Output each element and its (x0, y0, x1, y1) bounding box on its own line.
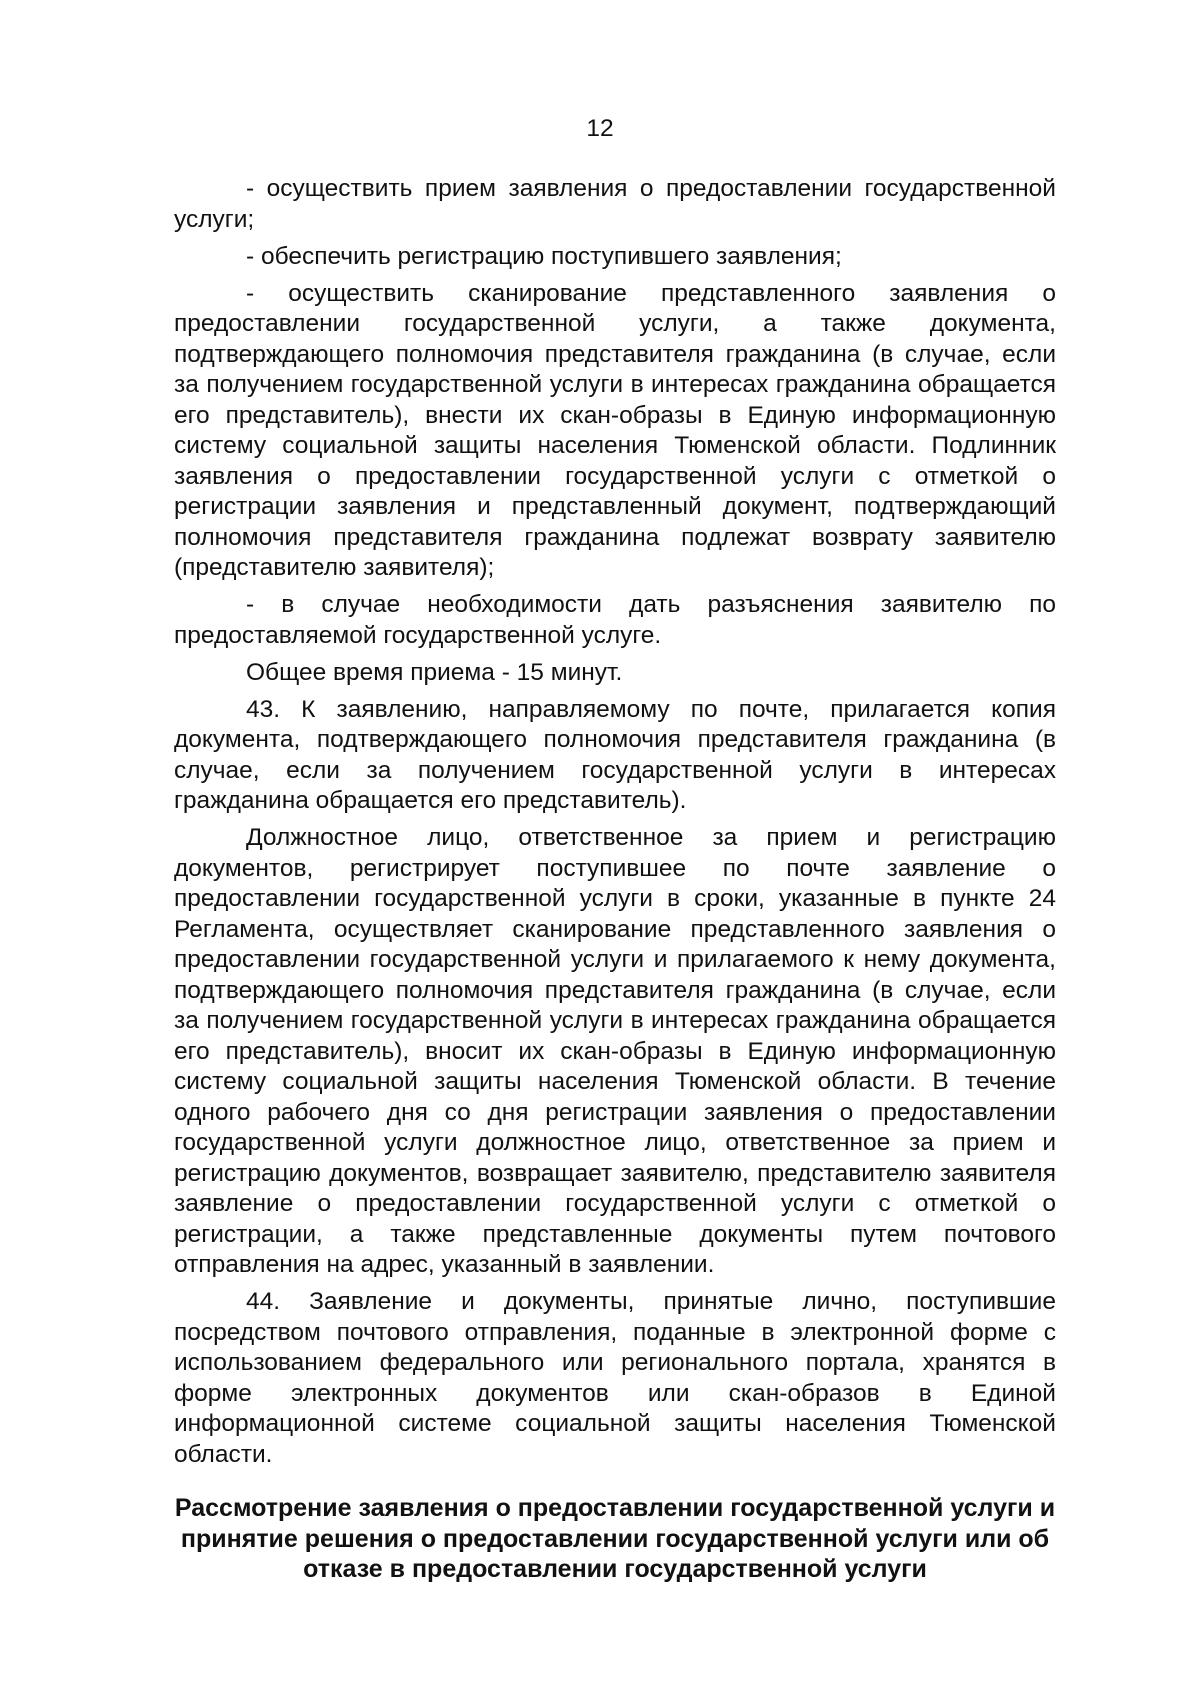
document-body (174, 174, 1056, 1477)
paragraph-item-44: 44. Заявление и документы, принятые лично, поступившие посредством почтового отправления, поданные в электронной форме с использованием федерального или регионального портала, хранятся в форме электронных документов или скан-образов в Единой информационной системе социальной защиты населения Тюменской области. (174, 1288, 1056, 1468)
paragraph-scan-documents: - осуществить сканирование представленного заявления о предоставлении государственной услуги, а также документа, подтверждающего полномочия представителя гражданина (в случае, если за получением государственной услуги в интересах гражданина обращается его представитель), внести их скан-образы в Единую информационную систему социальной защиты населения Тюменской области. Подлинник заявления о предоставлении государственной услуги с отметкой о регистрации заявления и представленный документ, подтверждающий полномочия представителя гражданина подлежат возврату заявителю (представителю заявителя); (174, 279, 1056, 581)
paragraph-register-application: - обеспечить регистрацию поступившего заявления; (246, 242, 842, 270)
paragraph-item-43: 43. К заявлению, направляемому по почте, прилагается копия документа, подтверждающего полномочия представителя гражданина (в случае, если за получением государственной услуги в интересах гражданина обращается его представитель). (174, 695, 1056, 814)
paragraph-official-registers: Должностное лицо, ответственное за прием и регистрацию документов, регистрирует поступившее по почте заявление о предоставлении государственной услуги в сроки, указанные в пункте 24 Регламента, осуществляет сканирование представленного заявления о предоставлении государственной услуги и прилагаемого к нему документа, подтверждающего полномочия представителя гражданина (в случае, если за получением государственной услуги в интересах гражданина обращается его представитель), вносит их скан-образы в Единую информационную систему социальной защиты населения Тюменской области. В течение одного рабочего дня со дня регистрации заявления о предоставлении государственной услуги должностное лицо, ответственное за прием и регистрацию документов, возвращает заявителю, представителю заявителя заявление о предоставлении государственной услуги с отметкой о регистрации, а также представленные документы путем почтового отправления на адрес, указанный в заявлении. (174, 824, 1056, 1278)
page-number: 12 (586, 115, 614, 142)
section-heading: Рассмотрение заявления о предоставлении государственной услуги и принятие решения о предоставлении государственной услуги или об отказе в предоставлении государственной услуги (174, 1494, 1056, 1583)
paragraph-explanations: - в случае необходимости дать разъяснения заявителю по предоставляемой государственной услуге. (174, 591, 1056, 649)
paragraph-reception-time: Общее время приема - 15 минут. (246, 658, 623, 686)
paragraph-accept-application: - осуществить прием заявления о предоставлении государственной услуги; (174, 175, 1056, 233)
